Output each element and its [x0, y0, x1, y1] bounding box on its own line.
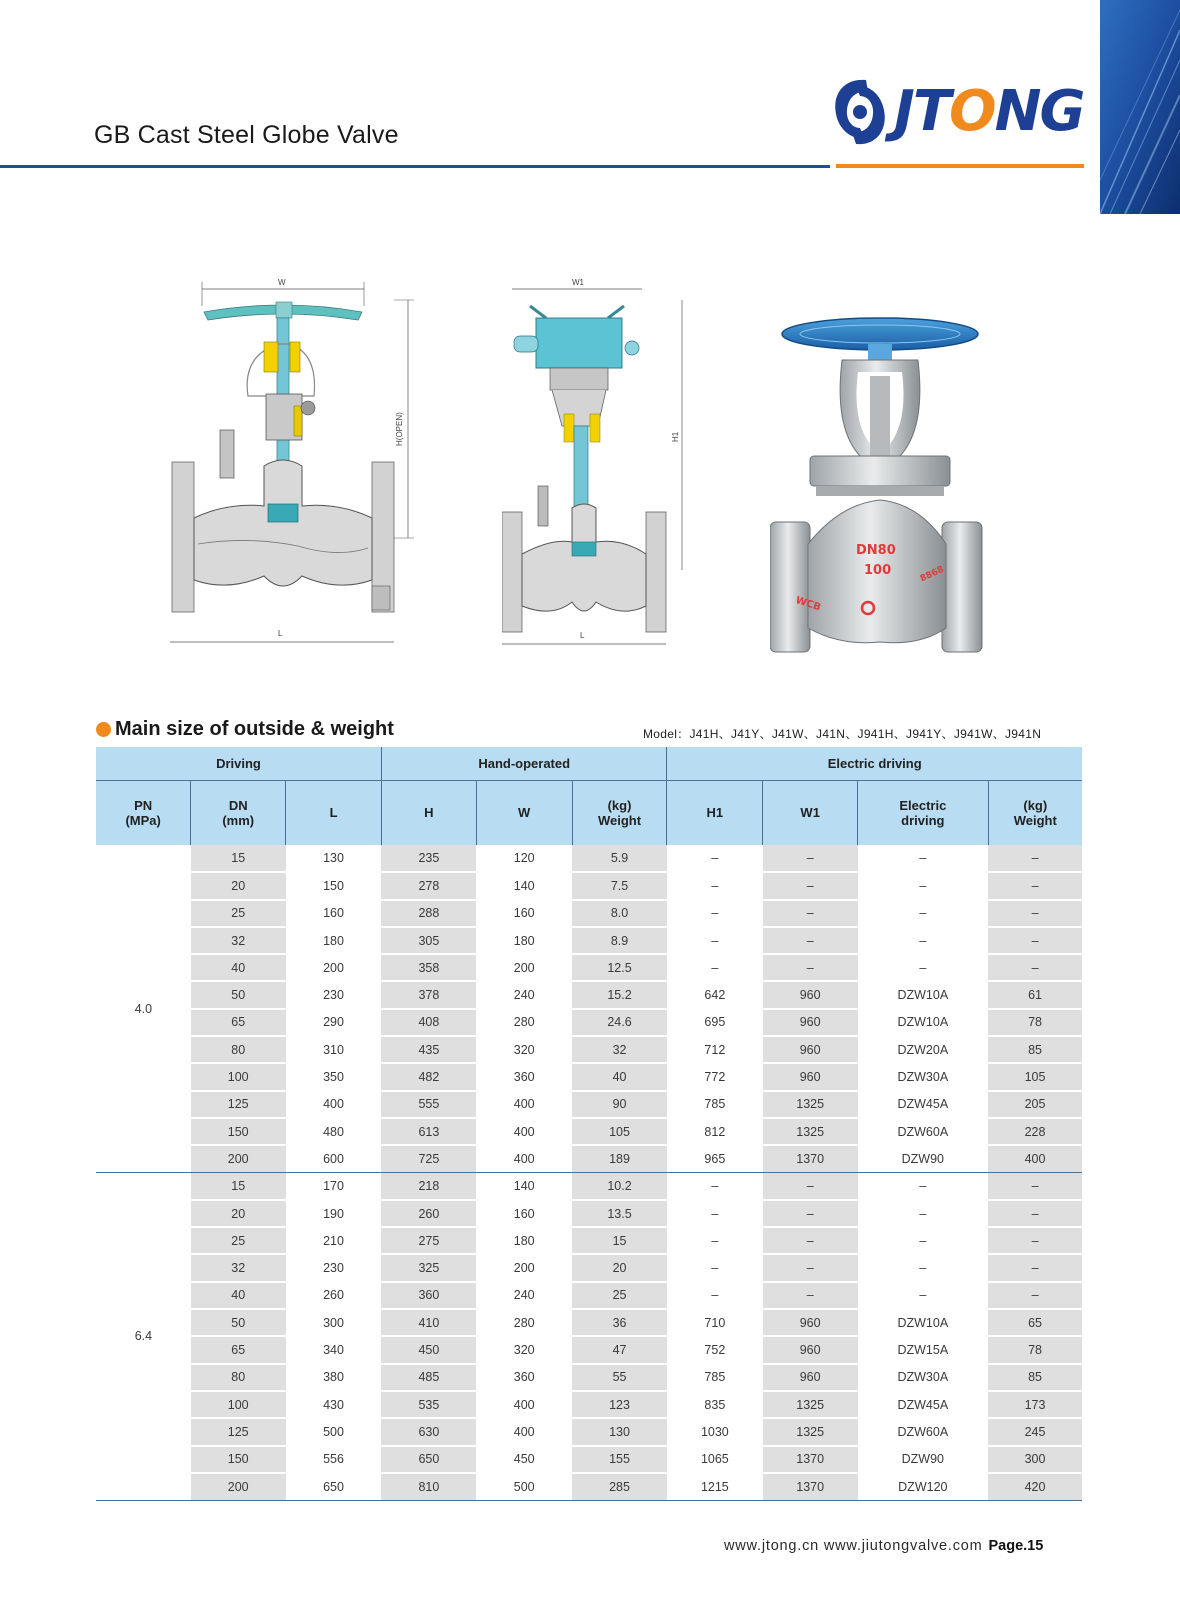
- cell-electric-driving: –: [858, 1200, 989, 1227]
- cell-w: 400: [476, 1118, 572, 1145]
- cell-l: 350: [286, 1063, 382, 1090]
- column-header-h1: H1: [667, 780, 763, 845]
- cell-electric-weight: –: [988, 1227, 1082, 1254]
- cell-electric-weight: –: [988, 927, 1082, 954]
- cell-h: 305: [381, 927, 476, 954]
- cell-h: 408: [381, 1009, 476, 1036]
- cell-hand-weight: 123: [572, 1391, 667, 1418]
- cell-w: 320: [476, 1036, 572, 1063]
- cell-hand-weight: 10.2: [572, 1173, 667, 1200]
- group-header-hand-operated: Hand-operated: [381, 747, 666, 780]
- cell-w: 200: [476, 1254, 572, 1281]
- cell-w: 400: [476, 1145, 572, 1172]
- cell-h1: 772: [667, 1063, 763, 1090]
- manual-valve-drawing: [168, 276, 420, 668]
- cell-hand-weight: 5.9: [572, 845, 667, 872]
- cell-electric-driving: DZW90: [858, 1145, 989, 1172]
- cell-w1: 960: [763, 1009, 858, 1036]
- cell-electric-driving: DZW45A: [858, 1091, 989, 1118]
- cell-electric-weight: –: [988, 900, 1082, 927]
- table-row: [96, 1391, 1082, 1418]
- cell-h1: –: [667, 900, 763, 927]
- cell-h1: 1065: [667, 1446, 763, 1473]
- cell-w1: 1325: [763, 1418, 858, 1445]
- table-row: [96, 954, 1082, 981]
- cell-w1: 960: [763, 1036, 858, 1063]
- cell-w1: –: [763, 1254, 858, 1281]
- cell-electric-weight: 85: [988, 1364, 1082, 1391]
- cell-w1: 960: [763, 981, 858, 1008]
- cell-h1: 965: [667, 1145, 763, 1172]
- cell-h1: 785: [667, 1364, 763, 1391]
- cell-dn: 25: [191, 1227, 286, 1254]
- cell-dn: 100: [191, 1391, 286, 1418]
- cell-dn: 50: [191, 981, 286, 1008]
- cell-dn: 15: [191, 845, 286, 872]
- cell-electric-weight: 300: [988, 1446, 1082, 1473]
- page-title: GB Cast Steel Globe Valve: [94, 121, 399, 149]
- cell-w1: 1325: [763, 1118, 858, 1145]
- cell-w1: 960: [763, 1364, 858, 1391]
- cell-w1: –: [763, 927, 858, 954]
- cell-hand-weight: 90: [572, 1091, 667, 1118]
- table-row: [96, 981, 1082, 1008]
- cell-dn: 32: [191, 927, 286, 954]
- cell-electric-weight: 173: [988, 1391, 1082, 1418]
- dim-w-label: W: [278, 278, 286, 287]
- cell-h: 358: [381, 954, 476, 981]
- dim-l-label: L: [278, 629, 283, 638]
- cell-electric-driving: –: [858, 954, 989, 981]
- group-header-driving: Driving: [96, 747, 381, 780]
- cell-hand-weight: 15: [572, 1227, 667, 1254]
- cell-l: 340: [286, 1336, 382, 1363]
- table-row: [96, 1009, 1082, 1036]
- cell-electric-weight: 420: [988, 1473, 1082, 1500]
- cell-l: 380: [286, 1364, 382, 1391]
- electric-valve-drawing: [502, 276, 712, 668]
- cell-h1: –: [667, 872, 763, 899]
- cell-electric-weight: –: [988, 1173, 1082, 1200]
- table-row: [96, 1118, 1082, 1145]
- cell-h: 725: [381, 1145, 476, 1172]
- cell-h1: –: [667, 1282, 763, 1309]
- cell-h1: –: [667, 1200, 763, 1227]
- cell-dn: 40: [191, 954, 286, 981]
- cell-l: 290: [286, 1009, 382, 1036]
- cell-electric-driving: DZW60A: [858, 1118, 989, 1145]
- cell-hand-weight: 20: [572, 1254, 667, 1281]
- table-row: [96, 1364, 1082, 1391]
- cell-h1: –: [667, 1254, 763, 1281]
- cell-l: 160: [286, 900, 382, 927]
- cell-w1: –: [763, 872, 858, 899]
- column-header-electric-driving: Electric driving: [858, 780, 989, 845]
- cell-electric-weight: 78: [988, 1336, 1082, 1363]
- cell-hand-weight: 285: [572, 1473, 667, 1500]
- cell-electric-driving: DZW15A: [858, 1336, 989, 1363]
- group-header-electric-driving: Electric driving: [667, 747, 1082, 780]
- cell-dn: 100: [191, 1063, 286, 1090]
- cell-h: 278: [381, 872, 476, 899]
- cell-w: 180: [476, 927, 572, 954]
- corner-decoration: [1100, 0, 1180, 214]
- cell-w1: –: [763, 1200, 858, 1227]
- size-weight-table: [96, 747, 1082, 1501]
- cell-h1: –: [667, 927, 763, 954]
- cell-l: 430: [286, 1391, 382, 1418]
- dim-l2-label: L: [580, 631, 585, 640]
- column-header-pn: PN (MPa): [96, 780, 191, 845]
- cell-w: 140: [476, 1173, 572, 1200]
- header-rule-orange: [836, 164, 1084, 168]
- cell-dn: 65: [191, 1336, 286, 1363]
- cell-hand-weight: 15.2: [572, 981, 667, 1008]
- table-group-header: [96, 747, 1082, 780]
- cell-l: 480: [286, 1118, 382, 1145]
- cell-h: 410: [381, 1309, 476, 1336]
- table-row: [96, 1036, 1082, 1063]
- cell-w: 400: [476, 1091, 572, 1118]
- cell-h1: –: [667, 845, 763, 872]
- cell-w: 200: [476, 954, 572, 981]
- cell-w: 180: [476, 1227, 572, 1254]
- cell-dn: 80: [191, 1364, 286, 1391]
- cell-electric-driving: –: [858, 1254, 989, 1281]
- cell-w1: 1370: [763, 1446, 858, 1473]
- table-row: [96, 1254, 1082, 1281]
- cell-electric-weight: 61: [988, 981, 1082, 1008]
- cell-w1: –: [763, 1173, 858, 1200]
- cell-w: 500: [476, 1473, 572, 1500]
- cell-dn: 20: [191, 1200, 286, 1227]
- cell-electric-weight: 105: [988, 1063, 1082, 1090]
- cell-dn: 200: [191, 1473, 286, 1500]
- table-row: [96, 1173, 1082, 1200]
- brand-wordmark: [894, 79, 1084, 144]
- cell-hand-weight: 40: [572, 1063, 667, 1090]
- table-row: [96, 1282, 1082, 1309]
- cell-w1: 960: [763, 1309, 858, 1336]
- table-row: [96, 1336, 1082, 1363]
- cell-w1: –: [763, 1282, 858, 1309]
- cell-electric-weight: –: [988, 954, 1082, 981]
- cell-dn: 150: [191, 1446, 286, 1473]
- cell-electric-driving: DZW90: [858, 1446, 989, 1473]
- cell-dn: 80: [191, 1036, 286, 1063]
- cell-hand-weight: 155: [572, 1446, 667, 1473]
- cell-w1: 1325: [763, 1391, 858, 1418]
- table-row: [96, 927, 1082, 954]
- cell-electric-driving: DZW120: [858, 1473, 989, 1500]
- cell-w: 160: [476, 1200, 572, 1227]
- cell-h1: 835: [667, 1391, 763, 1418]
- cell-h: 235: [381, 845, 476, 872]
- column-header-electric-weight: (kg) Weight: [988, 780, 1082, 845]
- cell-electric-weight: –: [988, 872, 1082, 899]
- column-header-w1: W1: [763, 780, 858, 845]
- dim-h1-label: H1: [671, 431, 680, 442]
- cell-hand-weight: 7.5: [572, 872, 667, 899]
- pn-cell: 4.0: [96, 845, 191, 1173]
- photo-marking-material: WCB: [794, 594, 823, 614]
- cell-dn: 65: [191, 1009, 286, 1036]
- cell-w1: –: [763, 954, 858, 981]
- cell-dn: 150: [191, 1118, 286, 1145]
- table-row: [96, 845, 1082, 872]
- section-title: Main size of outside & weight: [115, 718, 394, 740]
- cell-electric-driving: –: [858, 1173, 989, 1200]
- column-header-w: W: [476, 780, 572, 845]
- cell-electric-driving: DZW20A: [858, 1036, 989, 1063]
- photo-marking-dn: DN80: [856, 543, 896, 558]
- cell-w: 120: [476, 845, 572, 872]
- cell-w: 160: [476, 900, 572, 927]
- cell-electric-driving: DZW30A: [858, 1364, 989, 1391]
- cell-dn: 125: [191, 1091, 286, 1118]
- cell-h1: 1215: [667, 1473, 763, 1500]
- model-note: Model：J41H、J41Y、J41W、J41N、J941H、J941Y、J941W、J941N: [643, 727, 1042, 741]
- table-row: [96, 1418, 1082, 1445]
- bullet-icon: [96, 722, 111, 737]
- cell-h: 810: [381, 1473, 476, 1500]
- cell-dn: 25: [191, 900, 286, 927]
- cell-h1: 752: [667, 1336, 763, 1363]
- cell-w: 320: [476, 1336, 572, 1363]
- cell-h1: 1030: [667, 1418, 763, 1445]
- cell-electric-weight: –: [988, 1254, 1082, 1281]
- cell-w1: 960: [763, 1063, 858, 1090]
- cell-h: 485: [381, 1364, 476, 1391]
- cell-electric-driving: DZW10A: [858, 981, 989, 1008]
- pn-cell: 6.4: [96, 1173, 191, 1501]
- brand-logo-icon: [830, 74, 890, 150]
- cell-w: 280: [476, 1309, 572, 1336]
- cell-h: 450: [381, 1336, 476, 1363]
- cell-l: 600: [286, 1145, 382, 1172]
- cell-hand-weight: 130: [572, 1418, 667, 1445]
- cell-h: 613: [381, 1118, 476, 1145]
- cell-h1: –: [667, 954, 763, 981]
- footer: [724, 1538, 1043, 1554]
- cell-electric-driving: DZW60A: [858, 1418, 989, 1445]
- cell-h: 378: [381, 981, 476, 1008]
- cell-l: 300: [286, 1309, 382, 1336]
- cell-w: 240: [476, 981, 572, 1008]
- cell-dn: 50: [191, 1309, 286, 1336]
- dim-w1-label: W1: [572, 278, 584, 287]
- column-header-l: L: [286, 780, 382, 845]
- cell-l: 400: [286, 1091, 382, 1118]
- column-header-hand-weight: (kg) Weight: [572, 780, 667, 845]
- table-row: [96, 1446, 1082, 1473]
- cell-electric-weight: 65: [988, 1309, 1082, 1336]
- dim-h-label: H(OPEN): [395, 412, 404, 446]
- cell-w1: 1325: [763, 1091, 858, 1118]
- cell-l: 190: [286, 1200, 382, 1227]
- cell-hand-weight: 13.5: [572, 1200, 667, 1227]
- header-rule-blue: [0, 165, 830, 168]
- valve-product-photo: [770, 316, 1012, 666]
- cell-h1: –: [667, 1227, 763, 1254]
- cell-w1: 960: [763, 1336, 858, 1363]
- cell-dn: 40: [191, 1282, 286, 1309]
- cell-hand-weight: 55: [572, 1364, 667, 1391]
- table-row: [96, 1309, 1082, 1336]
- cell-electric-driving: DZW30A: [858, 1063, 989, 1090]
- cell-electric-driving: –: [858, 900, 989, 927]
- cell-l: 200: [286, 954, 382, 981]
- cell-dn: 15: [191, 1173, 286, 1200]
- cell-h: 555: [381, 1091, 476, 1118]
- cell-dn: 200: [191, 1145, 286, 1172]
- photo-marking-code: 8868: [918, 564, 946, 585]
- cell-l: 150: [286, 872, 382, 899]
- cell-hand-weight: 8.9: [572, 927, 667, 954]
- table-row: [96, 1145, 1082, 1172]
- cell-electric-weight: 85: [988, 1036, 1082, 1063]
- table-row: [96, 872, 1082, 899]
- cell-w: 400: [476, 1391, 572, 1418]
- cell-l: 310: [286, 1036, 382, 1063]
- section-heading: [96, 718, 394, 741]
- cell-dn: 32: [191, 1254, 286, 1281]
- cell-l: 230: [286, 1254, 382, 1281]
- cell-h: 288: [381, 900, 476, 927]
- cell-h: 650: [381, 1446, 476, 1473]
- cell-w1: 1370: [763, 1473, 858, 1500]
- cell-w1: –: [763, 900, 858, 927]
- cell-hand-weight: 47: [572, 1336, 667, 1363]
- cell-electric-weight: –: [988, 1200, 1082, 1227]
- column-header-h: H: [381, 780, 476, 845]
- cell-electric-weight: 228: [988, 1118, 1082, 1145]
- cell-hand-weight: 25: [572, 1282, 667, 1309]
- page-number: Page.15: [988, 1538, 1044, 1554]
- cell-w: 450: [476, 1446, 572, 1473]
- table-row: [96, 1091, 1082, 1118]
- cell-h1: 785: [667, 1091, 763, 1118]
- cell-h: 218: [381, 1173, 476, 1200]
- table-row: [96, 1200, 1082, 1227]
- photo-marking-pn: 100: [864, 563, 892, 578]
- cell-electric-driving: –: [858, 845, 989, 872]
- cell-h: 275: [381, 1227, 476, 1254]
- cell-hand-weight: 24.6: [572, 1009, 667, 1036]
- cell-w: 280: [476, 1009, 572, 1036]
- cell-electric-weight: 245: [988, 1418, 1082, 1445]
- cell-l: 170: [286, 1173, 382, 1200]
- cell-electric-weight: 400: [988, 1145, 1082, 1172]
- table-row: [96, 1063, 1082, 1090]
- cell-l: 500: [286, 1418, 382, 1445]
- cell-h: 325: [381, 1254, 476, 1281]
- cell-w1: –: [763, 845, 858, 872]
- cell-h: 535: [381, 1391, 476, 1418]
- cell-electric-weight: 78: [988, 1009, 1082, 1036]
- cell-h1: 710: [667, 1309, 763, 1336]
- cell-l: 180: [286, 927, 382, 954]
- cell-dn: 125: [191, 1418, 286, 1445]
- cell-w: 400: [476, 1418, 572, 1445]
- cell-electric-weight: –: [988, 1282, 1082, 1309]
- cell-w: 360: [476, 1364, 572, 1391]
- cell-electric-driving: –: [858, 927, 989, 954]
- cell-dn: 20: [191, 872, 286, 899]
- column-header-dn: DN (mm): [191, 780, 286, 845]
- cell-l: 650: [286, 1473, 382, 1500]
- table-column-header: [96, 780, 1082, 845]
- cell-electric-driving: DZW10A: [858, 1009, 989, 1036]
- cell-w: 360: [476, 1063, 572, 1090]
- cell-w1: 1370: [763, 1145, 858, 1172]
- cell-electric-driving: DZW45A: [858, 1391, 989, 1418]
- cell-h1: 695: [667, 1009, 763, 1036]
- cell-l: 230: [286, 981, 382, 1008]
- cell-h1: 712: [667, 1036, 763, 1063]
- cell-l: 130: [286, 845, 382, 872]
- cell-electric-weight: 205: [988, 1091, 1082, 1118]
- cell-h: 482: [381, 1063, 476, 1090]
- cell-h: 360: [381, 1282, 476, 1309]
- cell-w: 140: [476, 872, 572, 899]
- cell-l: 556: [286, 1446, 382, 1473]
- cell-w1: –: [763, 1227, 858, 1254]
- footer-urls: www.jtong.cn www.jiutongvalve.com: [724, 1538, 983, 1554]
- brand-name: JTONG: [894, 79, 1084, 144]
- cell-electric-driving: –: [858, 872, 989, 899]
- table-row: [96, 900, 1082, 927]
- cell-h: 435: [381, 1036, 476, 1063]
- table-body: [96, 845, 1082, 1500]
- cell-hand-weight: 189: [572, 1145, 667, 1172]
- cell-hand-weight: 105: [572, 1118, 667, 1145]
- table-row: [96, 1473, 1082, 1500]
- cell-l: 210: [286, 1227, 382, 1254]
- cell-hand-weight: 8.0: [572, 900, 667, 927]
- cell-electric-weight: –: [988, 845, 1082, 872]
- cell-l: 260: [286, 1282, 382, 1309]
- cell-h: 260: [381, 1200, 476, 1227]
- cell-hand-weight: 12.5: [572, 954, 667, 981]
- cell-h1: 812: [667, 1118, 763, 1145]
- cell-electric-driving: –: [858, 1282, 989, 1309]
- cell-hand-weight: 36: [572, 1309, 667, 1336]
- cell-w: 240: [476, 1282, 572, 1309]
- cell-electric-driving: –: [858, 1227, 989, 1254]
- cell-h1: –: [667, 1173, 763, 1200]
- cell-h1: 642: [667, 981, 763, 1008]
- cell-h: 630: [381, 1418, 476, 1445]
- table-row: [96, 1227, 1082, 1254]
- cell-electric-driving: DZW10A: [858, 1309, 989, 1336]
- cell-hand-weight: 32: [572, 1036, 667, 1063]
